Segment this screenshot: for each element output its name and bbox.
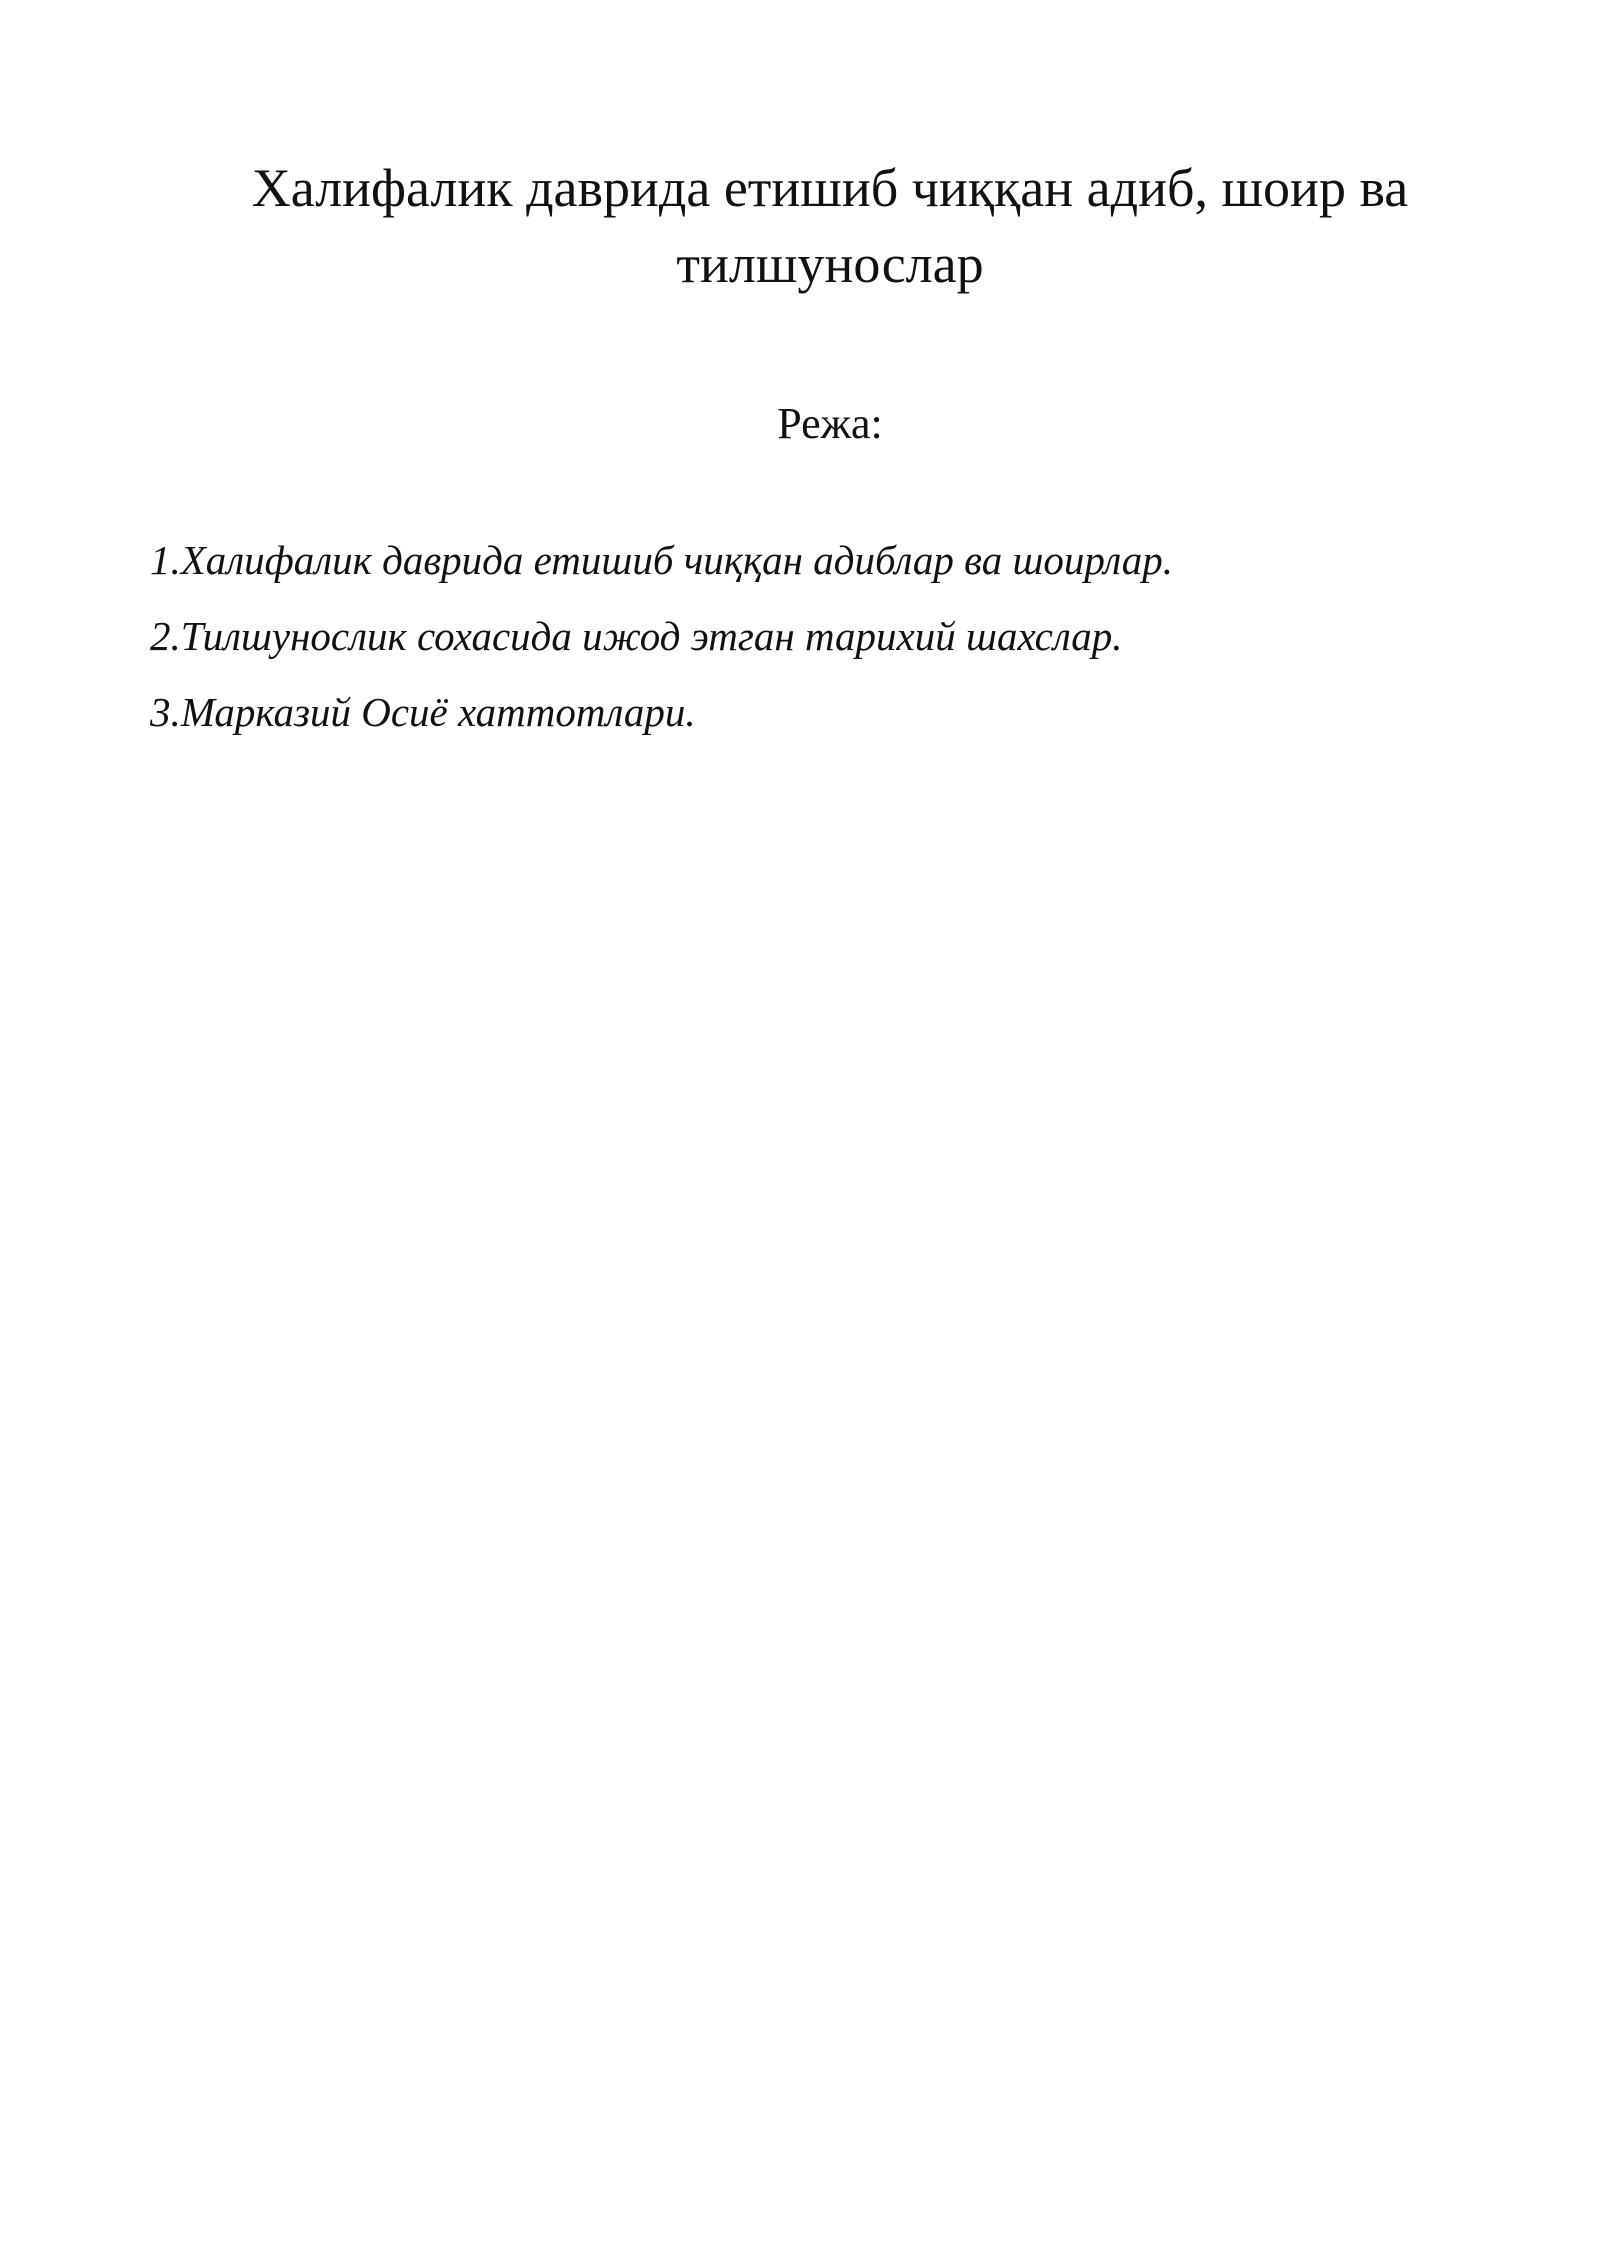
plan-list [150, 535, 1450, 763]
document-title: Халифалик даврида етишиб чиққан адиб, шоир ва тилшунослар [251, 158, 1409, 294]
plan-item-3: 3.Марказий Осиё хаттотлари. [150, 689, 696, 735]
plan-heading: Режа: [777, 399, 883, 448]
plan-item-2: 2.Тилшунослик сохасида ижод этган тарихий шахслар. [150, 613, 1123, 659]
plan-item-1: 1.Халифалик даврида етишиб чиққан адиблар ва шоирлар. [150, 537, 1173, 583]
